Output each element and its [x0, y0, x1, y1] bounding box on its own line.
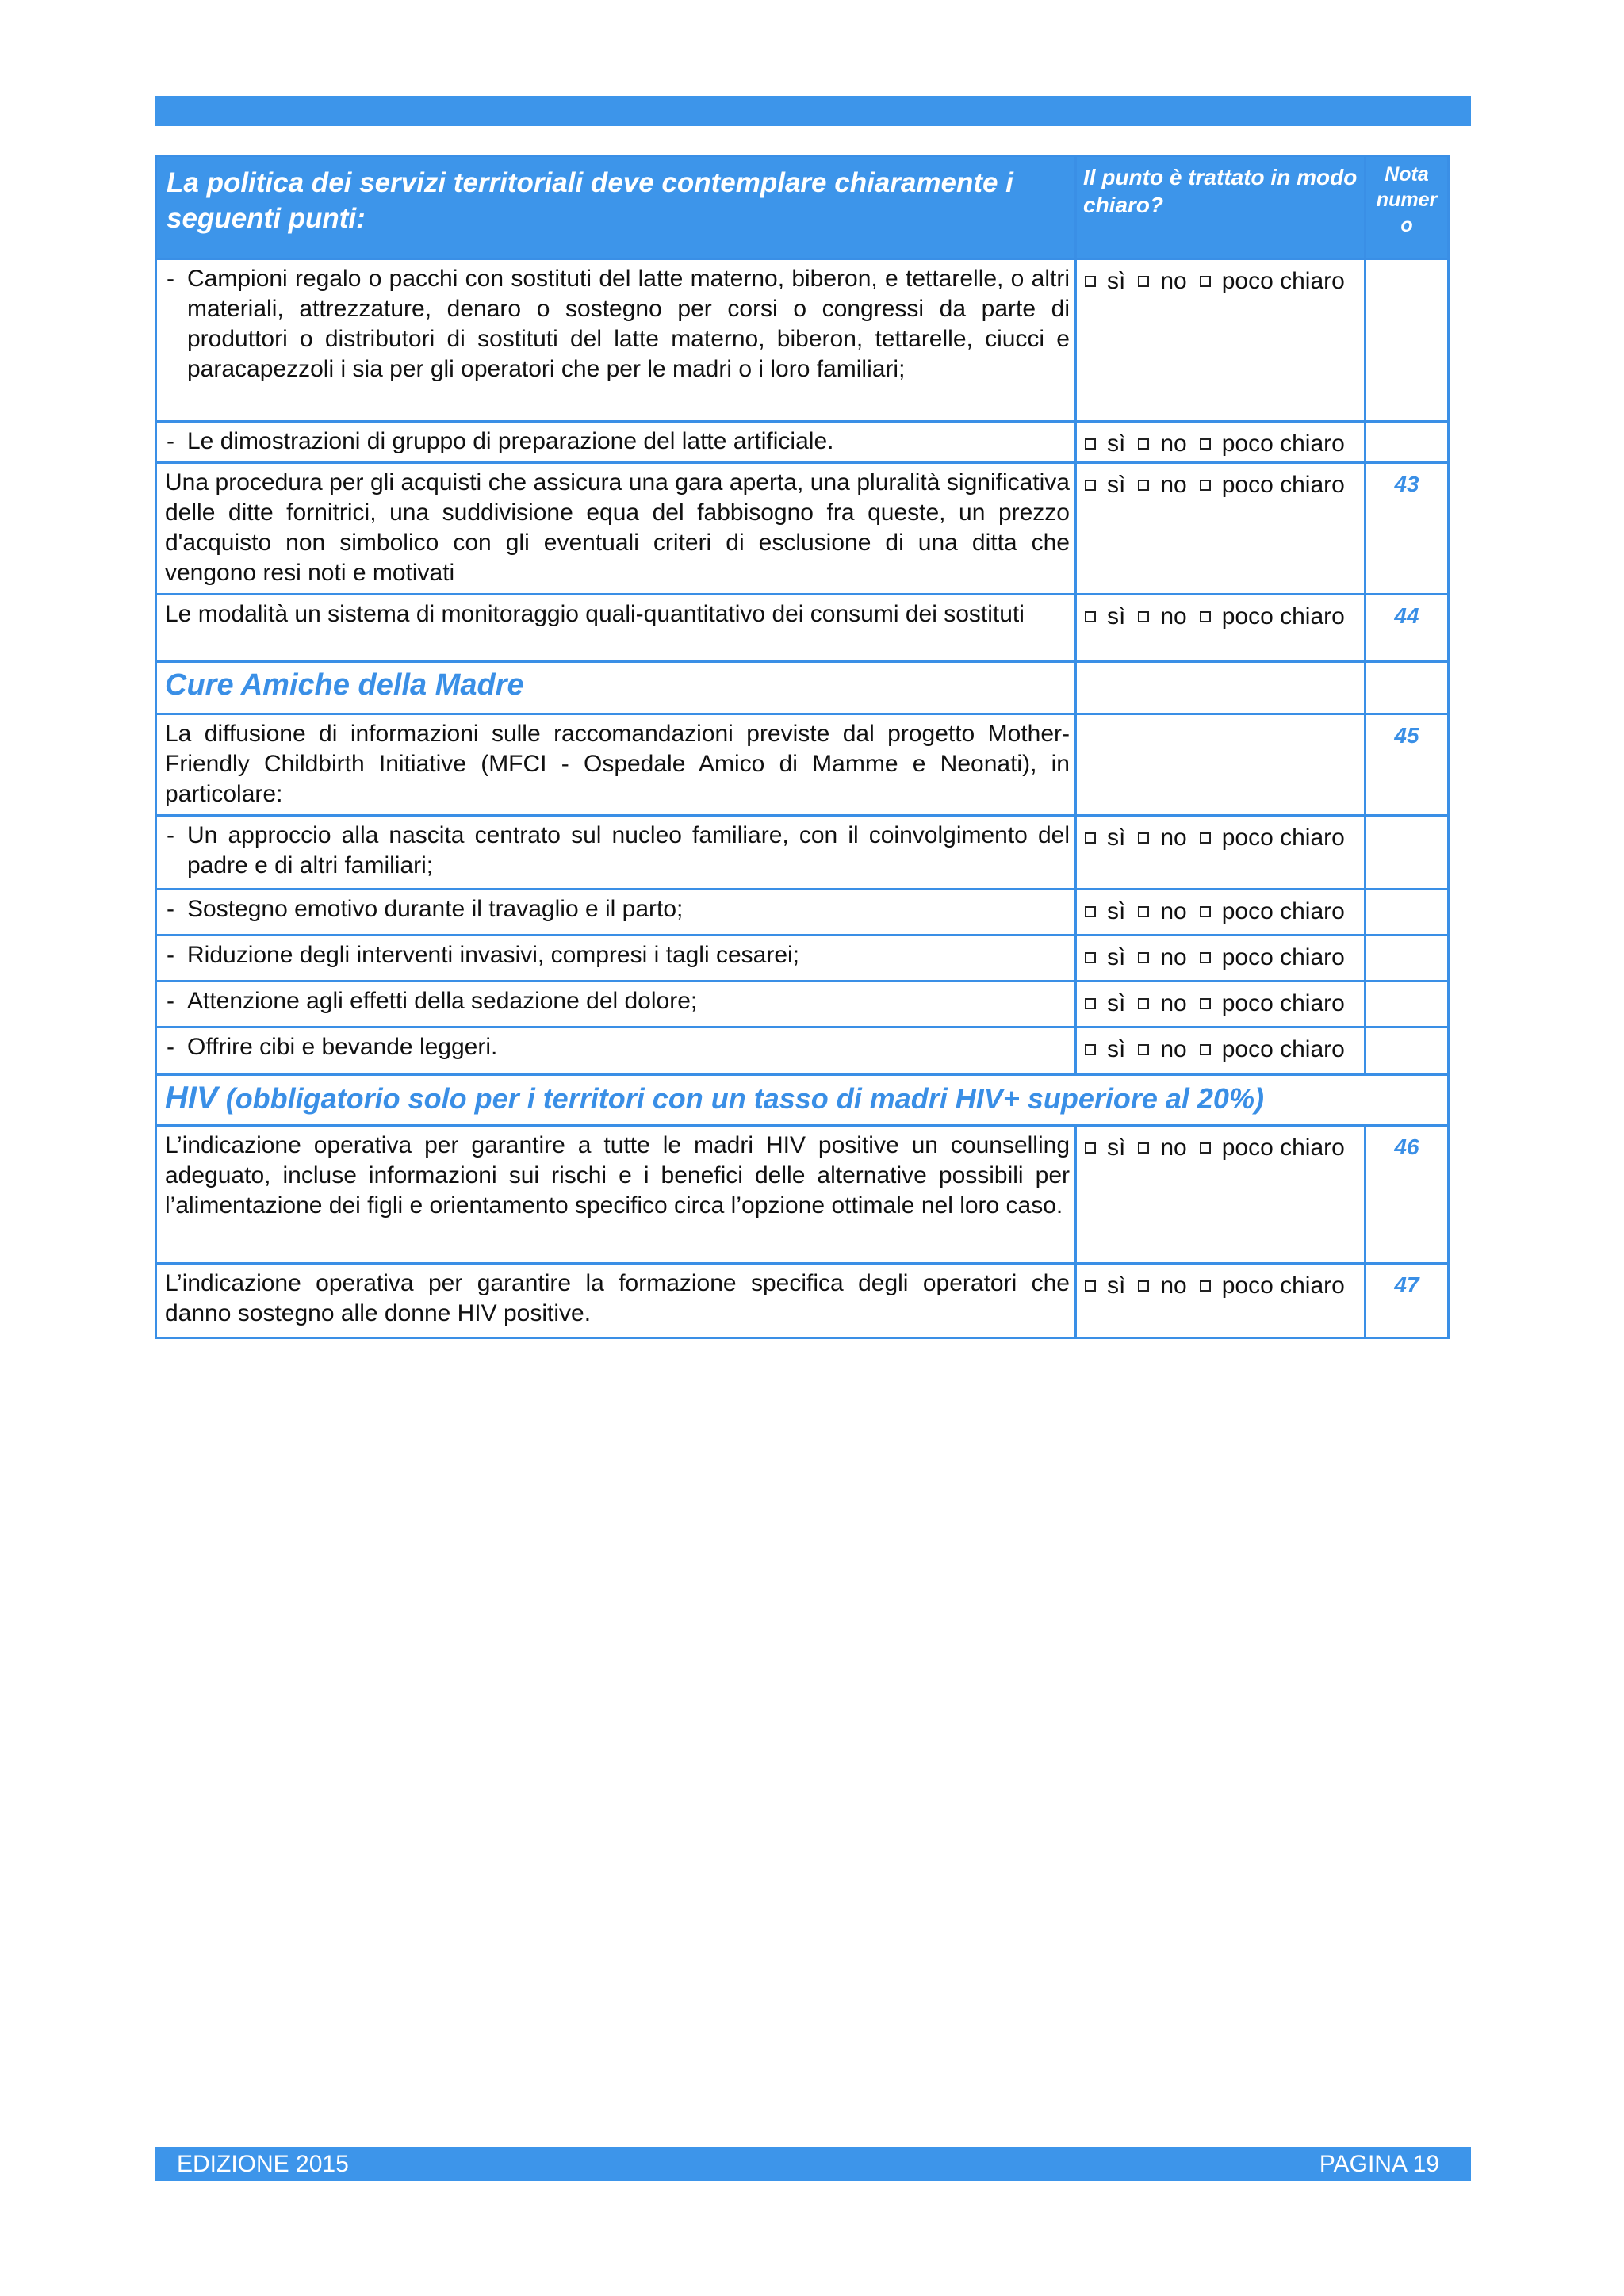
- checkbox-unclear[interactable]: [1200, 906, 1211, 917]
- checkbox-no[interactable]: [1138, 1142, 1149, 1154]
- checkbox-unclear[interactable]: [1200, 276, 1211, 287]
- table-row: - Offrire cibi e bevande leggeri. sì no poco chiaro: [156, 1027, 1449, 1075]
- checkbox-no[interactable]: [1138, 611, 1149, 622]
- page-number: PAGINA 19: [1319, 2151, 1439, 2177]
- section-title: Cure Amiche della Madre: [156, 662, 1076, 714]
- row-text: Sostegno emotivo durante il travaglio e il parto;: [187, 896, 684, 922]
- note-number: [1365, 422, 1449, 463]
- table-row: - Riduzione degli interventi invasivi, compresi i tagli cesarei; sì no poco chiaro: [156, 936, 1449, 982]
- row-text: Offrire cibi e bevande leggeri.: [187, 1034, 498, 1060]
- row-text: Attenzione agli effetti della sedazione del dolore;: [187, 988, 698, 1014]
- table-row: - Attenzione agli effetti della sedazione del dolore; sì no poco chiaro: [156, 982, 1449, 1027]
- checkbox-yes[interactable]: [1085, 832, 1096, 844]
- checkbox-yes[interactable]: [1085, 438, 1096, 450]
- top-bar: [155, 96, 1471, 126]
- table-row: - Le dimostrazioni di gruppo di preparazione del latte artificiale. sì no poco chiaro: [156, 422, 1449, 463]
- answer-options: sì no poco chiaro: [1076, 1264, 1365, 1338]
- checkbox-yes[interactable]: [1085, 611, 1096, 622]
- table-row: [156, 595, 1449, 662]
- header-question: Il punto è trattato in modo chiaro?: [1076, 156, 1365, 259]
- page-footer: [155, 2147, 1471, 2181]
- table-row: [156, 714, 1449, 816]
- answer-options: sì no poco chiaro: [1076, 259, 1365, 422]
- section-row: [156, 1075, 1449, 1126]
- checkbox-yes[interactable]: [1085, 276, 1096, 287]
- row-text: Le modalità un sistema di monitoraggio quali-quantitativo dei consumi dei sostituti: [156, 595, 1076, 662]
- row-text: Un approccio alla nascita centrato sul nucleo familiare, con il coinvolgimento del padre e di altri familiari;: [187, 822, 1070, 878]
- table-row: - Sostegno emotivo durante il travaglio e il parto; sì no poco chiaro: [156, 890, 1449, 936]
- checkbox-no[interactable]: [1138, 276, 1149, 287]
- checkbox-unclear[interactable]: [1200, 832, 1211, 844]
- row-text: Riduzione degli interventi invasivi, compresi i tagli cesarei;: [187, 942, 800, 968]
- table-row: [156, 463, 1449, 595]
- row-text: L’indicazione operativa per garantire a tutte le madri HIV positive un counselling adeguato, incluse informazioni sui rischi e i benefici delle alternative possibili per l’alimentazione dei figli e orientamento specifico circa l’opzione ottimale nel loro caso.: [156, 1126, 1076, 1264]
- checkbox-yes[interactable]: [1085, 998, 1096, 1009]
- answer-options: sì no poco chiaro: [1076, 1027, 1365, 1075]
- header-note-col: Nota numer o: [1365, 156, 1449, 259]
- checkbox-no[interactable]: [1138, 952, 1149, 963]
- checkbox-no[interactable]: [1138, 1044, 1149, 1055]
- checkbox-no[interactable]: [1138, 998, 1149, 1009]
- row-text: Una procedura per gli acquisti che assicura una gara aperta, una pluralità significativa delle ditte fornitrici, una suddivisione equa del fabbisogno fra queste, un prezzo d'acquisto non simbolico con gli eventuali criteri di esclusione di una ditta che vengono resi noti e motivati: [156, 463, 1076, 595]
- section-row: [156, 662, 1449, 714]
- note-number: 47: [1365, 1264, 1449, 1338]
- table-row: - Un approccio alla nascita centrato sul nucleo familiare, con il coinvolgimento del padre e di altri familiari; sì no poco chiaro: [156, 816, 1449, 890]
- row-text: La diffusione di informazioni sulle raccomandazioni previste dal progetto Mother-Friendly Childbirth Initiative (MFCI - Ospedale Amico di Mamme e Neonati), in particolare:: [156, 714, 1076, 816]
- answer-options: sì no poco chiaro: [1076, 816, 1365, 890]
- checkbox-unclear[interactable]: [1200, 1280, 1211, 1292]
- checkbox-yes[interactable]: [1085, 1142, 1096, 1154]
- note-number: 44: [1365, 595, 1449, 662]
- checklist-table: [155, 155, 1450, 1339]
- checkbox-unclear[interactable]: [1200, 611, 1211, 622]
- note-number: 46: [1365, 1126, 1449, 1264]
- note-number: [1365, 259, 1449, 422]
- checkbox-no[interactable]: [1138, 832, 1149, 844]
- row-text: L’indicazione operativa per garantire la formazione specifica degli operatori che danno sostegno alle donne HIV positive.: [156, 1264, 1076, 1338]
- checkbox-no[interactable]: [1138, 906, 1149, 917]
- checkbox-no[interactable]: [1138, 438, 1149, 450]
- table-row: - Campioni regalo o pacchi con sostituti del latte materno, biberon, e tettarelle, o altri materiali, attrezzature, denaro o sostegno per corsi o congressi da parte di produttori o distributori di sostituti del latte materno, biberon, tettarelle, ciucci e paracapezzoli i sia per gli operatori che per le madri o i loro familiari; sì no poco chiaro: [156, 259, 1449, 422]
- row-text: Le dimostrazioni di gruppo di preparazione del latte artificiale.: [187, 428, 834, 454]
- table-header: [156, 156, 1449, 259]
- checkbox-yes[interactable]: [1085, 952, 1096, 963]
- answer-options: sì no poco chiaro: [1076, 595, 1365, 662]
- edition-label: EDIZIONE 2015: [177, 2151, 349, 2177]
- note-number: 43: [1365, 463, 1449, 595]
- note-number: 45: [1365, 714, 1449, 816]
- section-title: HIV (obbligatorio solo per i territori con un tasso di madri HIV+ superiore al 20%): [156, 1075, 1449, 1126]
- answer-options: sì no poco chiaro: [1076, 982, 1365, 1027]
- checkbox-unclear[interactable]: [1200, 480, 1211, 491]
- answer-options: sì no poco chiaro: [1076, 1126, 1365, 1264]
- checkbox-unclear[interactable]: [1200, 998, 1211, 1009]
- checkbox-yes[interactable]: [1085, 1044, 1096, 1055]
- checkbox-yes[interactable]: [1085, 480, 1096, 491]
- answer-options: sì no poco chiaro: [1076, 936, 1365, 982]
- checkbox-yes[interactable]: [1085, 906, 1096, 917]
- checkbox-no[interactable]: [1138, 480, 1149, 491]
- header-title: La politica dei servizi territoriali deve contemplare chiaramente i seguenti punti:: [156, 156, 1076, 259]
- answer-options: sì no poco chiaro: [1076, 463, 1365, 595]
- checkbox-unclear[interactable]: [1200, 1044, 1211, 1055]
- checkbox-unclear[interactable]: [1200, 952, 1211, 963]
- answer-options: sì no poco chiaro: [1076, 422, 1365, 463]
- answer-options: sì no poco chiaro: [1076, 890, 1365, 936]
- checkbox-unclear[interactable]: [1200, 438, 1211, 450]
- table-row: [156, 1264, 1449, 1338]
- checkbox-yes[interactable]: [1085, 1280, 1096, 1292]
- row-text: Campioni regalo o pacchi con sostituti del latte materno, biberon, e tettarelle, o altri materiali, attrezzature, denaro o sostegno per corsi o congressi da parte di produttori o distributori di sostituti del latte materno, biberon, tettarelle, ciucci e paracapezzoli i sia per gli operatori che per le madri o i loro familiari;: [187, 266, 1070, 382]
- checkbox-unclear[interactable]: [1200, 1142, 1211, 1154]
- checkbox-no[interactable]: [1138, 1280, 1149, 1292]
- table-row: [156, 1126, 1449, 1264]
